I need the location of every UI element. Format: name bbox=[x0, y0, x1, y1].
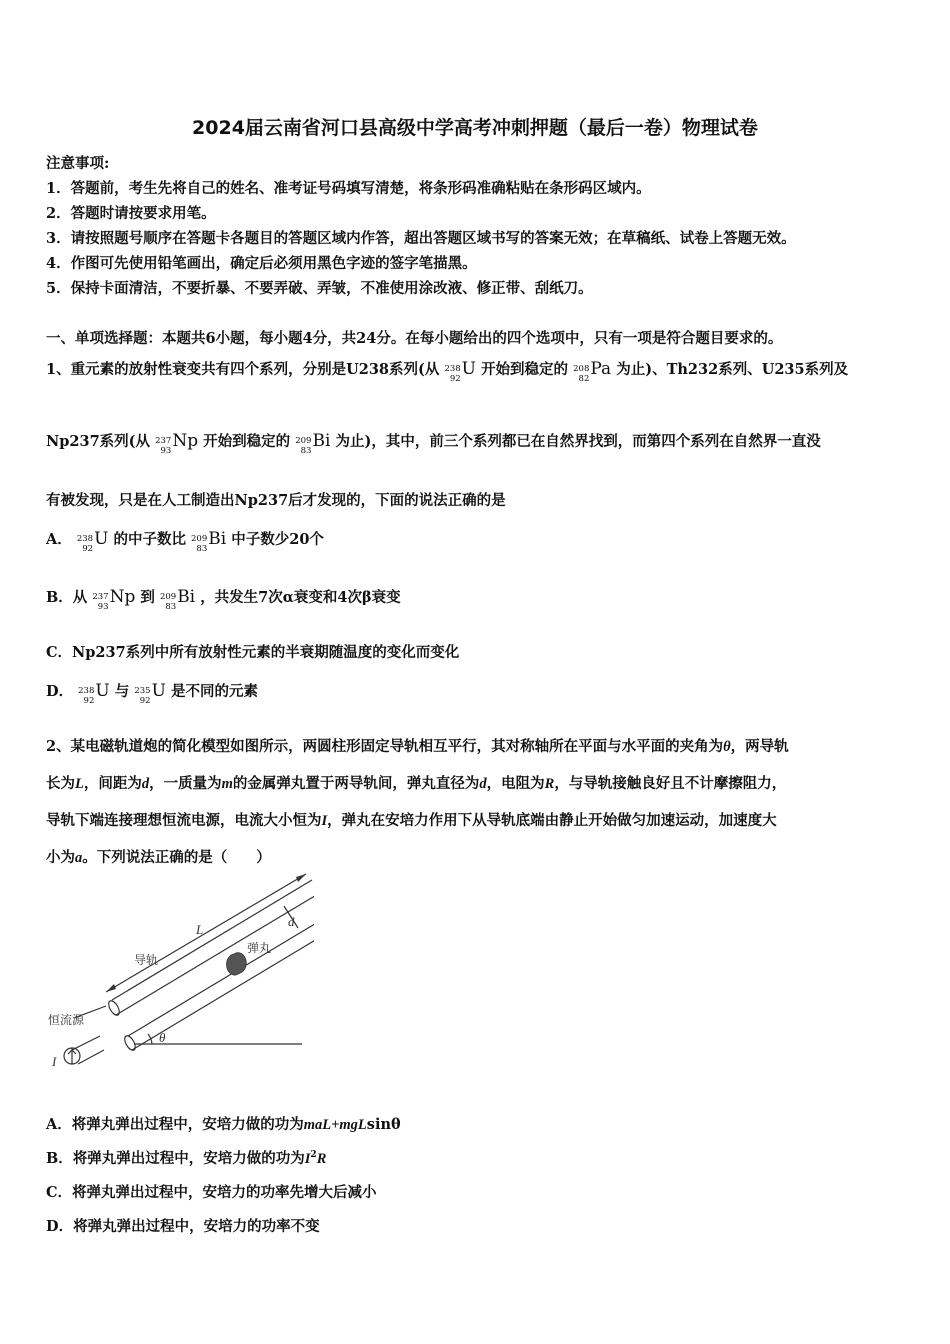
page-title: 2024届云南省河口县高级中学高考冲刺押题（最后一卷）物理试卷 bbox=[192, 117, 758, 139]
rail-lower-end bbox=[123, 1034, 138, 1052]
nuclide-np237: 237 93 Np bbox=[92, 587, 136, 612]
q2-line-4: 小为a。下列说法正确的是（ ） bbox=[46, 849, 271, 866]
figure-label-spacing: d bbox=[288, 914, 295, 929]
q2-option-c: C．将弹丸弹出过程中，安培力的功率先增大后减小 bbox=[46, 1184, 377, 1201]
nuclide-bi209: 209 83 Bi bbox=[191, 529, 227, 554]
nuclide-bi209: 209 83 Bi bbox=[159, 587, 196, 612]
notice-heading: 注意事项: bbox=[46, 155, 110, 172]
figure-label-rail: 导轨 bbox=[134, 953, 159, 967]
q1-line-1: 1、重元素的放射性衰变共有四个系列，分别是U238系列(从 238 92 U 开始到稳定的 208 82 Pa 为止)、Th232系列、U235系列及 bbox=[46, 359, 849, 384]
source-lead-top bbox=[72, 1036, 100, 1050]
rail-upper-edge-top bbox=[112, 880, 312, 1000]
figure-label-bullet: 弹丸 bbox=[247, 941, 272, 955]
railgun-figure bbox=[44, 872, 314, 1082]
q1-option-d: D． 238 92 U 与 235 92 U 是不同的元素 bbox=[46, 681, 258, 706]
bullet-shape bbox=[227, 953, 247, 975]
nuclide-u235: 235 92 U bbox=[134, 681, 166, 706]
source-lead-bottom bbox=[78, 1050, 104, 1064]
q1-line-3: 有被发现，只是在人工制造出Np237后才发现的，下面的说法正确的是 bbox=[46, 492, 506, 509]
q1-option-c: C．Np237系列中所有放射性元素的半衰期随温度的变化而变化 bbox=[46, 644, 460, 661]
nuclide-u238: 238 92 U bbox=[78, 681, 110, 706]
figure-label-current: I bbox=[52, 1054, 57, 1069]
q1-line-2: Np237系列(从 237 93 Np 开始到稳定的 209 83 Bi 为止)，其中，前三个系列都已在自然界找到，而第四个系列在自然界一直没 bbox=[46, 431, 821, 456]
notice-item-3: 3．请按照题号顺序在答题卡各题目的答题区域内作答，超出答题区域书写的答案无效；在草稿纸、试卷上答题无效。 bbox=[46, 230, 796, 247]
figure-label-length: L bbox=[196, 922, 204, 937]
figure-label-source: 恒流源 bbox=[48, 1013, 85, 1027]
nuclide-u238: 238 92 U bbox=[76, 529, 109, 554]
length-arrow bbox=[106, 874, 306, 992]
q2-line-3: 导轨下端连接理想恒流电源，电流大小恒为I，弹丸在安培力作用下从导轨底端由静止开始做匀加速运动，加速度大 bbox=[46, 812, 777, 829]
q2-option-a: A．将弹丸弹出过程中，安培力做的功为maL+mgLsinθ bbox=[46, 1116, 401, 1133]
q2-line-2: 长为L，间距为d，一质量为m的金属弹丸置于两导轨间，弹丸直径为d，电阻为R，与导轨接触良好且不计摩擦阻力， bbox=[46, 775, 787, 792]
q2-option-b: B．将弹丸弹出过程中，安培力做的功为$I^2R$ bbox=[46, 1150, 327, 1167]
notice-item-2: 2．答题时请按要求用笔。 bbox=[46, 205, 216, 222]
notice-item-5: 5．保持卡面清洁，不要折暴、不要弄破、弄皱，不准使用涂改液、修正带、刮纸刀。 bbox=[46, 280, 593, 297]
figure-label-angle: θ bbox=[159, 1030, 166, 1045]
q1-option-b: B．从 237 93 Np 到 209 83 Bi ，共发生7次α衰变和4次β衰变 bbox=[46, 587, 401, 612]
notice-item-1: 1．答题前，考生先将自己的姓名、准考证号码填写清楚，将条形码准确粘贴在条形码区域内。 bbox=[46, 180, 651, 197]
nuclide-u238: 238 92 U bbox=[444, 359, 476, 384]
q1-option-a: A． 238 92 U 的中子数比 209 83 Bi 中子数少20个 bbox=[46, 529, 324, 554]
nuclide-bi209: 209 83 Bi bbox=[295, 431, 331, 456]
rail-upper-end bbox=[107, 999, 122, 1017]
section-heading: 一、单项选择题：本题共6小题，每小题4分，共24分。在每小题给出的四个选项中，只有一项是符合题目要求的。 bbox=[46, 330, 783, 347]
q2-line-1: 2、某电磁轨道炮的简化模型如图所示，两圆柱形固定导轨相互平行，其对称轴所在平面与水平面的夹角为θ，两导轨 bbox=[46, 738, 789, 755]
q2-option-d: D．将弹丸弹出过程中，安培力的功率不变 bbox=[46, 1218, 320, 1235]
notice-item-4: 4．作图可先使用铅笔画出，确定后必须用黑色字迹的签字笔描黑。 bbox=[46, 255, 477, 272]
nuclide-pa208: 208 82 Pa bbox=[573, 359, 612, 384]
nuclide-np237: 237 93 Np bbox=[155, 431, 199, 456]
